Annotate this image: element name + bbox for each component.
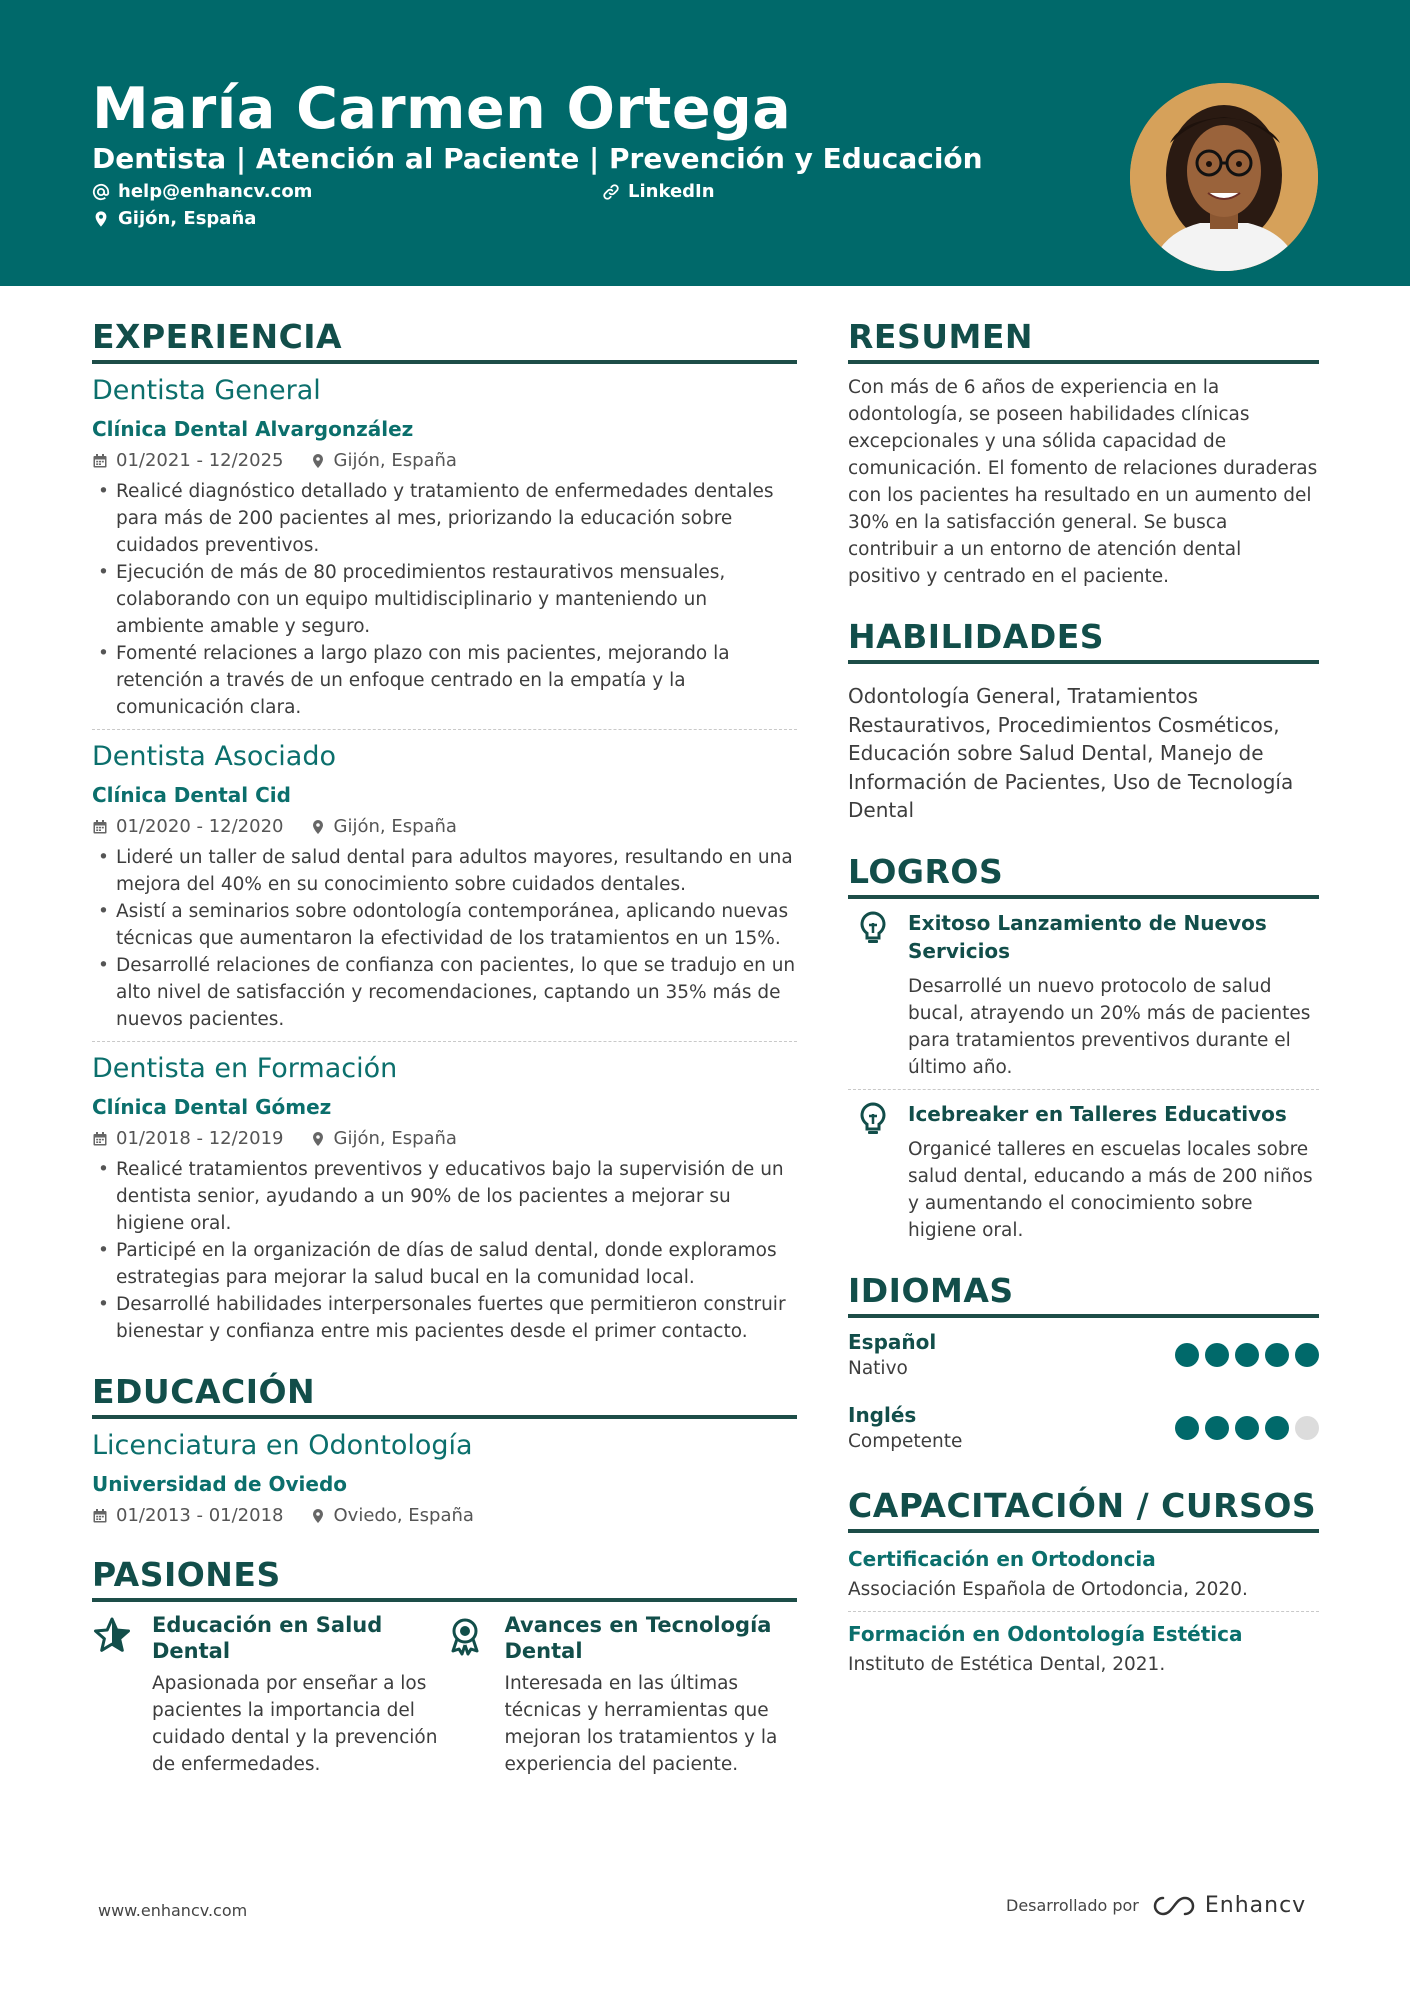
headline: Dentista | Atención al Paciente | Prevención y Educación <box>92 142 983 175</box>
rating-dot <box>1205 1343 1229 1367</box>
passion-item <box>92 1612 445 1778</box>
passion-desc: Interesada en las últimas técnicas y herramientas que mejoran los tratamientos y la experiencia del paciente. <box>504 1673 778 1775</box>
course-desc: Instituto de Estética Dental, 2021. <box>848 1653 1166 1675</box>
rating-dot <box>1295 1416 1319 1440</box>
language-level: Competente <box>848 1430 963 1452</box>
location-pin-icon <box>310 819 326 835</box>
bullet: • Ejecución de más de 80 procedimientos restaurativos mensuales, colaborando con un equipo multidisciplinario y manteniendo un ambiente amable y seguro. <box>92 559 797 640</box>
rating-dot <box>1205 1416 1229 1440</box>
lightbulb-icon <box>858 1102 888 1138</box>
skills-heading: HABILIDADES <box>848 616 1319 664</box>
education-entry <box>92 1429 797 1528</box>
calendar-icon <box>92 1131 108 1147</box>
passion-desc: Apasionada por enseñar a los pacientes la importancia del cuidado dental y la prevención de enfermedades. <box>152 1673 438 1775</box>
job-role: Dentista General <box>92 375 321 406</box>
bullet: • Realicé tratamientos preventivos y educativos bajo la supervisión de un dentista senior, ayudando a un 90% de los pacientes a mejorar su higiene oral. <box>92 1156 797 1237</box>
brand <box>1151 1893 1306 1918</box>
job-dates: 01/2021 - 12/2025 <box>116 450 284 471</box>
education-meta <box>92 1504 797 1528</box>
rating-dot <box>1175 1343 1199 1367</box>
languages-heading: IDIOMAS <box>848 1270 1319 1318</box>
job-company: Clínica Dental Cid <box>92 783 291 807</box>
school: Universidad de Oviedo <box>92 1472 348 1496</box>
summary-heading: RESUMEN <box>848 316 1319 364</box>
bullet: • Desarrollé habilidades interpersonales fuertes que permitieron construir bienestar y confianza entre mis pacientes desde el primer contacto. <box>92 1291 797 1345</box>
powered-by-text: Desarrollado por <box>1006 1896 1139 1915</box>
job-meta <box>92 815 797 839</box>
star-icon <box>92 1616 132 1656</box>
achievement-item <box>848 909 1319 1081</box>
email-text: help@enhancv.com <box>118 181 313 202</box>
passions-list <box>92 1612 797 1778</box>
job-bullets <box>92 844 797 1033</box>
achievement-title: Icebreaker en Talleres Educativos <box>908 1101 1287 1126</box>
bullet: • Realicé diagnóstico detallado y tratamiento de enfermedades dentales para más de 200 pacientes al mes, priorizando la educación sobre cuidados preventivos. <box>92 478 797 559</box>
experience-heading: EXPERIENCIA <box>92 316 797 364</box>
candidate-name: María Carmen Ortega <box>92 76 792 142</box>
contact-linkedin[interactable] <box>602 181 715 202</box>
avatar <box>1130 83 1318 271</box>
job-company: Clínica Dental Gómez <box>92 1095 332 1119</box>
rating-dot <box>1235 1416 1259 1440</box>
job-dates: 01/2020 - 12/2020 <box>116 816 284 837</box>
location-pin-icon <box>92 210 110 228</box>
header <box>0 0 1410 286</box>
brand-name: Enhancv <box>1204 1893 1307 1918</box>
education-heading: EDUCACIÓN <box>92 1371 797 1419</box>
location-pin-icon <box>310 453 326 469</box>
language-item <box>848 1328 1319 1382</box>
spacer <box>848 1390 1319 1391</box>
footer-website[interactable]: www.enhancv.com <box>98 1901 248 1920</box>
language-name: Español <box>848 1329 937 1354</box>
degree: Licenciatura en Odontología <box>92 1430 473 1461</box>
calendar-icon <box>92 1508 108 1524</box>
job-role: Dentista Asociado <box>92 741 336 772</box>
job-dates: 01/2018 - 12/2019 <box>116 1128 284 1149</box>
job-company: Clínica Dental Alvargonzález <box>92 417 414 441</box>
achievement-desc: Desarrollé un nuevo protocolo de salud bucal, atrayendo un 20% más de pacientes para tratamientos preventivos durante el último año. <box>908 975 1311 1078</box>
rating-dot <box>1295 1343 1319 1367</box>
left-column <box>92 316 797 1778</box>
job-entry <box>92 740 797 1033</box>
course-item <box>848 1545 1319 1603</box>
language-level: Nativo <box>848 1357 908 1379</box>
passion-title: Avances en Tecnología Dental <box>504 1613 772 1663</box>
bullet: • Participé en la organización de días de salud dental, donde exploramos estrategias para mejorar la salud bucal en la comunidad local. <box>92 1237 797 1291</box>
job-role: Dentista en Formación <box>92 1053 398 1084</box>
course-title: Certificación en Ortodoncia <box>848 1546 1156 1571</box>
contact-email[interactable] <box>92 181 312 202</box>
achievement-item <box>848 1100 1319 1244</box>
lightbulb-icon <box>858 911 888 947</box>
achievement-desc: Organicé talleres en escuelas locales sobre salud dental, educando a más de 200 niños y aumentando el conocimiento sobre higiene oral. <box>908 1138 1313 1241</box>
education-dates: 01/2013 - 01/2018 <box>116 1505 284 1526</box>
linkedin-text: LinkedIn <box>628 181 715 202</box>
divider <box>848 1611 1319 1612</box>
rating-dot <box>1175 1416 1199 1440</box>
rating-dot <box>1265 1416 1289 1440</box>
calendar-icon <box>92 453 108 469</box>
course-item <box>848 1620 1319 1678</box>
location-text: Gijón, España <box>118 208 257 229</box>
course-title: Formación en Odontología Estética <box>848 1621 1243 1646</box>
passions-heading: PASIONES <box>92 1554 797 1602</box>
enhancv-logo-icon <box>1151 1894 1197 1918</box>
award-icon <box>445 1616 485 1656</box>
contact-location <box>92 208 256 229</box>
bullet: • Lideré un taller de salud dental para adultos mayores, resultando en una mejora del 40% en su conocimiento sobre cuidados dentales. <box>92 844 797 898</box>
job-meta <box>92 449 797 473</box>
link-icon <box>602 183 620 201</box>
language-rating <box>1175 1416 1319 1440</box>
footer-brand[interactable] <box>1006 1893 1306 1918</box>
courses-heading: CAPACITACIÓN / CURSOS <box>848 1485 1319 1533</box>
at-icon <box>92 183 110 201</box>
divider <box>848 1089 1319 1090</box>
bullet: • Asistí a seminarios sobre odontología contemporánea, aplicando nuevas técnicas que aumentaron la efectividad de los tratamientos en un 15%. <box>92 898 797 952</box>
course-desc: Associación Española de Ortodoncia, 2020. <box>848 1578 1248 1600</box>
bullet: • Fomenté relaciones a largo plazo con mis pacientes, mejorando la retención a través de un enfoque centrado en la empatía y la comunicación clara. <box>92 640 797 721</box>
passion-title: Educación en Salud Dental <box>152 1613 383 1663</box>
job-entry <box>92 374 797 721</box>
rating-dot <box>1235 1343 1259 1367</box>
job-meta <box>92 1127 797 1151</box>
language-item <box>848 1401 1319 1455</box>
summary-text: Con más de 6 años de experiencia en la odontología, se poseen habilidades clínicas excepcionales y una sólida capacidad de comunicación. El fomento de relaciones duraderas con los pacientes ha resultado en un aumento del 30% en la satisfacción general. Se busca contribuir a un entorno de atención dental positivo y centrado en el paciente. <box>848 377 1318 587</box>
divider <box>92 729 797 730</box>
location-pin-icon <box>310 1131 326 1147</box>
job-bullets <box>92 1156 797 1345</box>
location-pin-icon <box>310 1508 326 1524</box>
skills-text: Odontología General, Tratamientos Restaurativos, Procedimientos Cosméticos, Educación sobre Salud Dental, Manejo de Información de Pacientes, Uso de Tecnología Dental <box>848 684 1294 822</box>
achievements-heading: LOGROS <box>848 851 1319 899</box>
right-column <box>848 316 1319 1678</box>
job-entry <box>92 1052 797 1345</box>
job-bullets <box>92 478 797 721</box>
rating-dot <box>1265 1343 1289 1367</box>
job-location: Gijón, España <box>333 1128 457 1149</box>
achievement-title: Exitoso Lanzamiento de Nuevos Servicios <box>908 910 1267 963</box>
job-location: Gijón, España <box>333 450 457 471</box>
passion-item <box>445 1612 798 1778</box>
language-name: Inglés <box>848 1402 917 1427</box>
divider <box>92 1041 797 1042</box>
calendar-icon <box>92 819 108 835</box>
job-location: Gijón, España <box>333 816 457 837</box>
bullet: • Desarrollé relaciones de confianza con pacientes, lo que se tradujo en un alto nivel de satisfacción y recomendaciones, captando un 35% más de nuevos pacientes. <box>92 952 797 1033</box>
education-location: Oviedo, España <box>333 1505 474 1526</box>
language-rating <box>1175 1343 1319 1367</box>
